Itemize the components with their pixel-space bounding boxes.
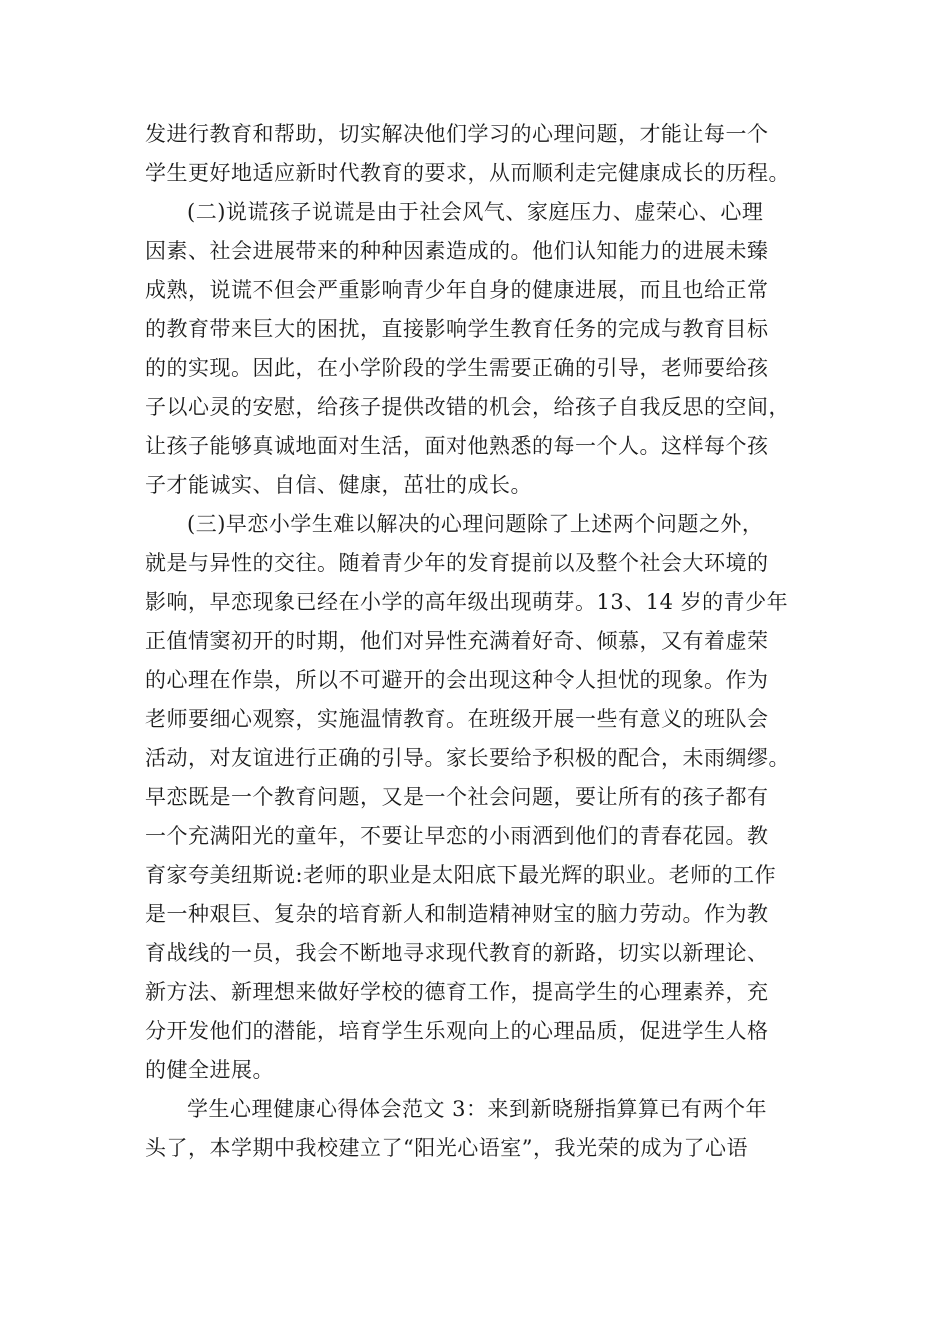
text-line: 因素、社会进展带来的种种因素造成的。他们认知能力的进展未臻 — [145, 239, 769, 263]
paragraph-first-line: (二)说谎孩子说谎是由于社会风气、家庭压力、虚荣心、心理 — [187, 200, 764, 224]
text-line: 分开发他们的潜能，培育学生乐观向上的心理品质，促进学生人格 — [145, 1019, 769, 1043]
text-line: 发进行教育和帮助，切实解决他们学习的心理问题，才能让每一个 — [145, 122, 769, 146]
text-line: 育家夸美纽斯说:老师的职业是太阳底下最光辉的职业。老师的工作 — [145, 863, 777, 887]
text-line: 是一种艰巨、复杂的培育新人和制造精神财宝的脑力劳动。作为教 — [145, 902, 769, 926]
text-line: 早恋既是一个教育问题，又是一个社会问题，要让所有的孩子都有 — [145, 785, 769, 809]
text-line: 学生更好地适应新时代教育的要求，从而顺利走完健康成长的历程。 — [145, 161, 790, 185]
text-line: 影响，早恋现象已经在小学的高年级出现萌芽。13、14 岁的青少年 — [145, 590, 789, 614]
text-line: 让孩子能够真诚地面对生活，面对他熟悉的每一个人。这样每个孩 — [145, 434, 769, 458]
body-text — [145, 115, 835, 1168]
text-line: 的的实现。因此，在小学阶段的学生需要正确的引导，老师要给孩 — [145, 356, 769, 380]
text-line: 成熟，说谎不但会严重影响青少年自身的健康进展，而且也给正常 — [145, 278, 769, 302]
paragraph-first-line: 学生心理健康心得体会范文 3：来到新晓掰指算算已有两个年 — [187, 1097, 768, 1121]
text-line: 育战线的一员，我会不断地寻求现代教育的新路，切实以新理论、 — [145, 941, 769, 965]
text-line: 子才能诚实、自信、健康，茁壮的成长。 — [145, 473, 532, 497]
text-line: 子以心灵的安慰，给孩子提供改错的机会，给孩子自我反思的空间， — [145, 395, 790, 419]
text-line: 的健全进展。 — [145, 1058, 274, 1082]
text-line: 的教育带来巨大的困扰，直接影响学生教育任务的完成与教育目标 — [145, 317, 769, 341]
text-line: 正值情窦初开的时期，他们对异性充满着好奇、倾慕，又有着虚荣 — [145, 629, 769, 653]
text-line: 头了，本学期中我校建立了“阳光心语室”，我光荣的成为了心语 — [145, 1136, 748, 1160]
text-line: 新方法、新理想来做好学校的德育工作，提高学生的心理素养，充 — [145, 980, 769, 1004]
text-line: 一个充满阳光的童年，不要让早恋的小雨洒到他们的青春花园。教 — [145, 824, 769, 848]
text-line: 活动，对友谊进行正确的引导。家长要给予积极的配合，未雨绸缪。 — [145, 746, 790, 770]
text-line: 就是与异性的交往。随着青少年的发育提前以及整个社会大环境的 — [145, 551, 769, 575]
text-line: 的心理在作祟，所以不可避开的会出现这种令人担忧的现象。作为 — [145, 668, 769, 692]
paragraph-first-line: (三)早恋小学生难以解决的心理问题除了上述两个问题之外， — [187, 512, 764, 536]
text-line: 老师要细心观察，实施温情教育。在班级开展一些有意义的班队会 — [145, 707, 769, 731]
